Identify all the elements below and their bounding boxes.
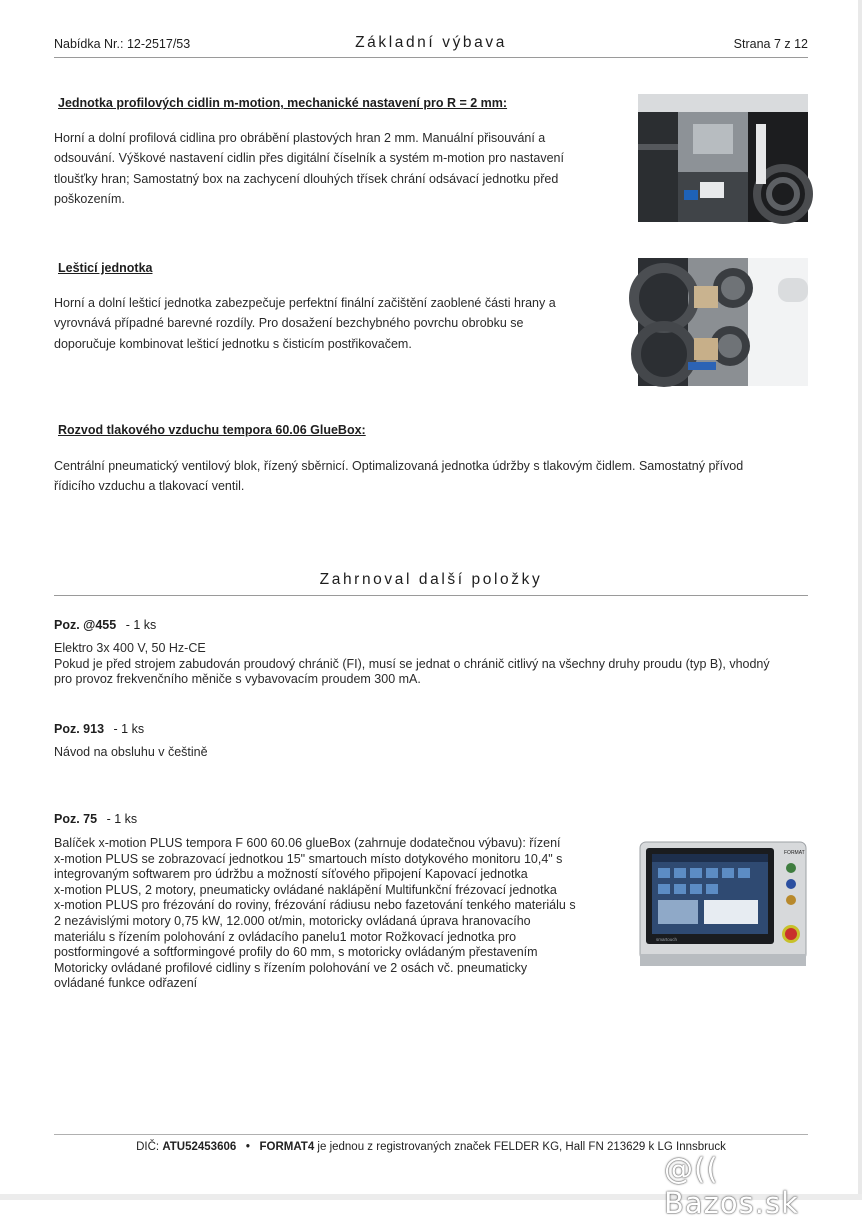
section-paragraph: [54, 293, 614, 354]
paragraph-line: doporučuje kombinovat lešticí jednotku s čisticím postřikovačem.: [54, 336, 412, 351]
page-title: Základní výbava: [355, 34, 507, 51]
item-description: [54, 745, 614, 761]
item-position-header: [54, 722, 144, 736]
page-edge: [858, 0, 862, 1200]
section-title: Rozvod tlakového vzduchu tempora 60.06 GlueBox:: [58, 423, 366, 437]
paragraph-line: Centrální pneumatický ventilový blok, řízený sběrnicí. Optimalizovaná jednotka údržby s tlakovým čidlem. Samostatný přívod: [54, 459, 744, 473]
item-line: materiálu s řízením polohování z ovládacího panelu1 motor Rožkovací jednotka pro: [54, 929, 517, 944]
paragraph-line: odsouvání. Výškové nastavení cidlin přes digitální číselník a systém m-motion pro nastavení: [54, 151, 564, 166]
item-line: pro provoz frekvenčního měniče s vybavovacím proudem 300 mA.: [54, 672, 421, 687]
panel-screen-label: smartouch: [656, 937, 678, 942]
item-position-header: [54, 812, 137, 826]
item-line: Motoricky ovládané profilové cidliny s řízením polohování ve 2 osách vč. pneumaticky: [54, 960, 528, 975]
bazos-watermark: @(( Bazos.sk: [664, 1152, 799, 1220]
section-title: Jednotka profilových cidlin m-motion, mechanické nastavení pro R = 2 mm:: [58, 96, 508, 110]
paragraph-line: řídicího vzduchu a tlakovací ventil.: [54, 479, 245, 494]
control-panel-photo: [638, 836, 808, 966]
item-line: Elektro 3x 400 V, 50 Hz-CE: [54, 641, 206, 655]
section-paragraph: [54, 456, 808, 497]
footer-divider: [54, 1134, 808, 1135]
item-line: x-motion PLUS se zobrazovací jednotkou 15" smartouch místo dotykového monitoru 10,4" s: [54, 851, 563, 866]
section-paragraph: [54, 128, 614, 209]
footer-bullet: •: [245, 1141, 250, 1153]
included-items-heading: Zahrnoval další položky: [319, 571, 543, 588]
polishing-unit-photo: [638, 258, 808, 386]
item-quantity: - 1 ks: [106, 812, 138, 826]
item-quantity: - 1 ks: [125, 618, 157, 632]
dic-label: DIČ:: [136, 1141, 160, 1153]
item-line: ovládané funkce odřazení: [54, 976, 198, 991]
paragraph-line: poškozením.: [54, 191, 125, 206]
item-line: Návod na obsluhu v češtině: [54, 745, 208, 759]
item-position: Poz. 913: [54, 722, 105, 736]
section-title: Lešticí jednotka: [58, 261, 153, 275]
panel-brand: FORMAT: [784, 850, 805, 856]
page-number: Strana 7 z 12: [733, 37, 808, 51]
item-position-header: [54, 618, 156, 632]
item-quantity: - 1 ks: [113, 722, 145, 736]
profile-scraper-photo: [638, 94, 808, 222]
header-divider: [54, 57, 808, 58]
item-line: Balíček x-motion PLUS tempora F 600 60.06 glueBox (zahrnuje dodatečnou výbavu): řízení: [54, 836, 561, 850]
item-line: postformingové a softformingové profily do 60 mm, s motoricky ovládaným přestavením: [54, 945, 538, 960]
paragraph-line: vyrovnává případné barevné rozdíly. Pro dosažení bezchybného povrchu obrobku se: [54, 316, 524, 331]
item-line: x-motion PLUS, 2 motory, pneumaticky ovládané naklápění Multifunkční frézovací jednotka: [54, 882, 557, 897]
item-description: [54, 641, 814, 688]
footer-brand: FORMAT4: [259, 1141, 315, 1153]
item-position: Poz. 75: [54, 812, 98, 826]
footer-text: je jednou z registrovaných značek FELDER KG, Hall FN 213629 k LG Innsbruck: [317, 1141, 726, 1153]
item-line: Pokud je před strojem zabudován proudový chránič (FI), musí se jednat o chránič citlivý na všechny druhy proudu (typ B), vhodný: [54, 656, 770, 671]
paragraph-line: Horní a dolní lešticí jednotka zabezpečuje perfektní finální začištění zaoblené části hrany a: [54, 296, 556, 310]
subheading-divider: [54, 595, 808, 596]
paragraph-line: tloušťky hran; Samostatný box na zachycení dlouhých třísek chrání odsávací jednotku před: [54, 171, 559, 186]
item-line: integrovaným softwarem pro údržbu a možností síťového připojení Kapovací jednotka: [54, 867, 528, 882]
page-header: [54, 33, 808, 55]
item-line: x-motion PLUS pro frézování do roviny, frézování rádiusu nebo fazetování tenkého materiálu s: [54, 898, 576, 913]
item-position: Poz. @455: [54, 618, 117, 632]
dic-value: ATU52453606: [162, 1141, 237, 1153]
item-description: [54, 836, 629, 992]
item-line: 2 nezávislými motory 0,75 kW, 12.000 ot/min, motoricky ovládaná úprava hranovacího: [54, 913, 531, 928]
paragraph-line: Horní a dolní profilová cidlina pro obrábění plastových hran 2 mm. Manuální přisouvání a: [54, 131, 546, 145]
offer-number: Nabídka Nr.: 12-2517/53: [54, 37, 191, 51]
